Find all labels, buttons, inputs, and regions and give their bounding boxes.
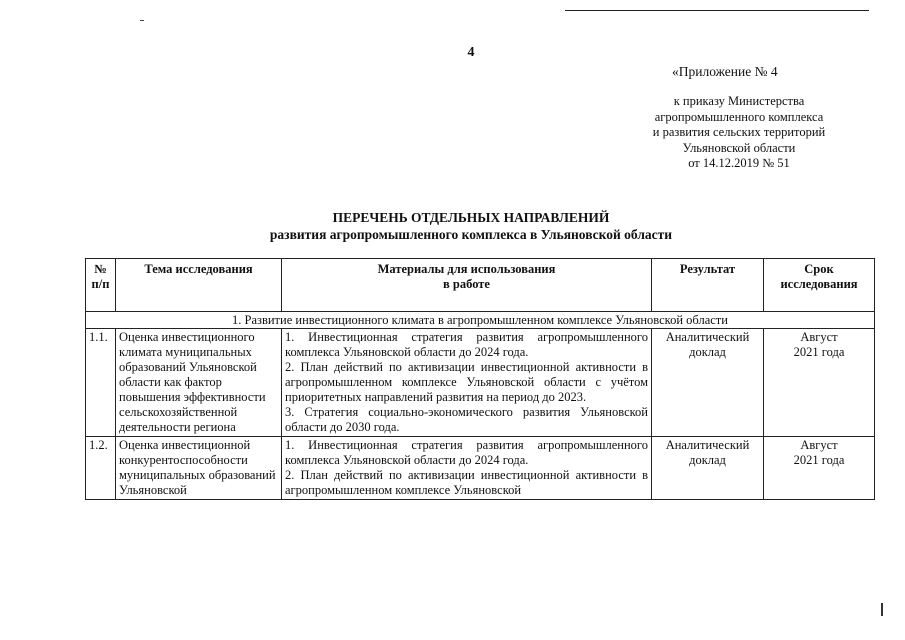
table-row [86, 437, 875, 500]
row-result: Аналитический доклад [652, 437, 764, 500]
row-deadline: Август 2021 года [764, 329, 875, 437]
appendix-line: агропромышленного комплекса [654, 109, 824, 124]
row-topic: Оценка инвестиционного климата муниципальных образований Ульяновской области как фактор повышения эффективности сельскохозяйственной деятельности региона [116, 329, 282, 437]
row-number: 1.1. [86, 329, 116, 437]
section-row [86, 312, 875, 329]
material-item: 2. План действий по активизации инвестиционной активности в агропромышленном комплексе Ульяновской области с учётом приоритетных направлений развития на период до 2023. [285, 360, 648, 404]
material-item: 3. Стратегия социально-экономического развития Ульяновской области до 2030 года. [285, 405, 648, 434]
appendix-line: и развития сельских территорий [652, 125, 826, 139]
header-num: № п/п [86, 259, 116, 312]
appendix-line: Ульяновской области [682, 140, 796, 155]
header-rule [565, 10, 869, 11]
material-item: 1. Инвестиционная стратегия развития агропромышленного комплекса Ульяновской области до 2024 года. [285, 330, 648, 359]
page-number: 4 [467, 45, 475, 60]
appendix-block [610, 94, 868, 172]
scan-edge-mark [881, 603, 883, 616]
row-number: 1.2. [86, 437, 116, 500]
appendix-label: «Приложение № 4 [672, 64, 778, 79]
title-line-2: развития агропромышленного комплекса в Ульяновской области [269, 227, 673, 242]
row-materials [282, 329, 652, 437]
header-topic: Тема исследования [116, 259, 282, 312]
section-title: 1. Развитие инвестиционного климата в агропромышленном комплексе Ульяновской области [86, 312, 875, 329]
scan-speck [140, 20, 144, 21]
research-table [85, 258, 875, 500]
header-deadline: Срок исследования [764, 259, 875, 312]
document-title [0, 209, 905, 243]
row-topic: Оценка инвестиционной конкурентоспособности муниципальных образований Ульяновской [116, 437, 282, 500]
material-item: 2. План действий по активизации инвестиционной активности в агропромышленном комплексе Ульяновской [285, 468, 648, 497]
table-row [86, 329, 875, 437]
row-result: Аналитический доклад [652, 329, 764, 437]
table-header-row [86, 259, 875, 312]
appendix-line: от 14.12.2019 № 51 [688, 156, 790, 170]
appendix-line: к приказу Министерства [673, 94, 805, 108]
header-result: Результат [652, 259, 764, 312]
title-line-1: ПЕРЕЧЕНЬ ОТДЕЛЬНЫХ НАПРАВЛЕНИЙ [332, 210, 610, 225]
row-deadline: Август 2021 года [764, 437, 875, 500]
header-materials: Материалы для использования в работе [282, 259, 652, 312]
row-materials [282, 437, 652, 500]
material-item: 1. Инвестиционная стратегия развития агропромышленного комплекса Ульяновской области до 2024 года. [285, 438, 648, 467]
